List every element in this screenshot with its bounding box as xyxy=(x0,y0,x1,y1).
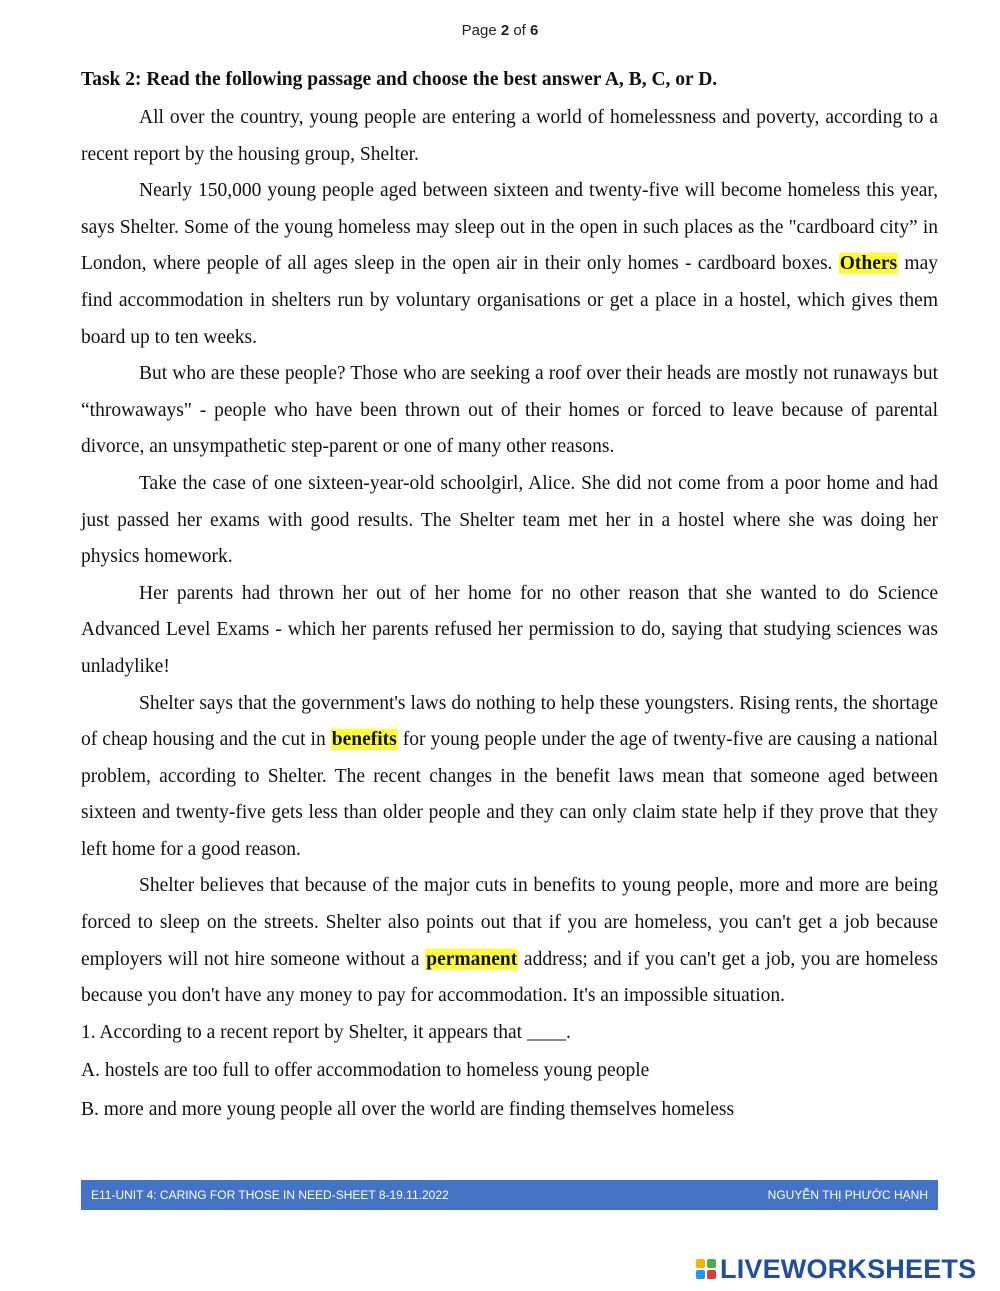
paragraph-2: Nearly 150,000 young people aged between sixteen and twenty-five will become homeless this year, says Shelter. Some of the young homeless may sleep out in the open in such places as the "cardboard city” in London, where people of all ages sleep in the open air in their only homes - cardboard boxes. Others may find accommodation in shelters run by voluntary organisations or get a place in a hostel, which gives them board up to ten weeks. xyxy=(81,180,938,348)
page-number: Page 2 of 6 xyxy=(461,22,539,39)
paragraph-3: But who are these people? Those who are seeking a roof over their heads are mostly not runaways but “throwaways" - people who have been thrown out of their homes or forced to leave because of parental divorce, an unsympathetic step-parent or one of many other reasons. xyxy=(81,363,938,458)
worksheet-content xyxy=(81,64,938,1129)
liveworksheets-logo-icon xyxy=(696,1259,716,1279)
footer-author: NGUYỄN THỊ PHƯỚC HẠNH xyxy=(767,1188,928,1202)
paragraph-7: Shelter believes that because of the major cuts in benefits to young people, more and more are being forced to sleep on the streets. Shelter also points out that if you are homeless, you can't get a job because employers will not hire someone without a permanent address; and if you can't get a job, you are homeless because you don't have any money to pay for accommodation. It's an impossible situation. xyxy=(81,875,938,1007)
highlighted-word-permanent: permanent xyxy=(426,948,518,970)
paragraph-5: Her parents had thrown her out of her home for no other reason that she wanted to do Science Advanced Level Exams - which her parents refused her permission to do, saying that studying sciences was unladylike! xyxy=(81,582,938,677)
page-total: 6 xyxy=(530,22,539,39)
question-1-option-a[interactable]: A. hostels are too full to offer accommodation to homeless young people xyxy=(81,1060,650,1082)
footer-unit-title: E11-UNIT 4: CARING FOR THOSE IN NEED-SHEET 8-19.11.2022 xyxy=(91,1188,449,1202)
task-title: Task 2: Read the following passage and choose the best answer A, B, C, or D. xyxy=(81,69,718,90)
liveworksheets-logo-text: LIVEWORKSHEETS xyxy=(720,1253,977,1284)
liveworksheets-logo[interactable] xyxy=(696,1252,976,1286)
highlighted-word-others: Others xyxy=(839,253,898,275)
paragraph-4: Take the case of one sixteen-year-old schoolgirl, Alice. She did not come from a poor home and had just passed her exams with good results. The Shelter team met her in a hostel where she was doing her physics homework. xyxy=(81,472,938,568)
question-1-option-b[interactable]: B. more and more young people all over the world are finding themselves homeless xyxy=(81,1099,735,1121)
page-current: 2 xyxy=(500,22,510,39)
paragraph-1: All over the country, young people are entering a world of homelessness and poverty, according to a recent report by the housing group, Shelter. xyxy=(81,107,938,165)
paragraph-6: Shelter says that the government's laws do nothing to help these youngsters. Rising rents, the shortage of cheap housing and the cut in benefits for young people under the age of twenty-five are causing a national problem, according to Shelter. The recent changes in the benefit laws mean that someone aged between sixteen and twenty-five gets less than older people and they can only claim state help if they prove that they left home for a good reason. xyxy=(81,692,938,860)
footer-bar xyxy=(81,1180,938,1210)
highlighted-word-benefits: benefits xyxy=(331,729,397,751)
question-1-stem: 1. According to a recent report by Shelter, it appears that ____. xyxy=(81,1021,571,1043)
